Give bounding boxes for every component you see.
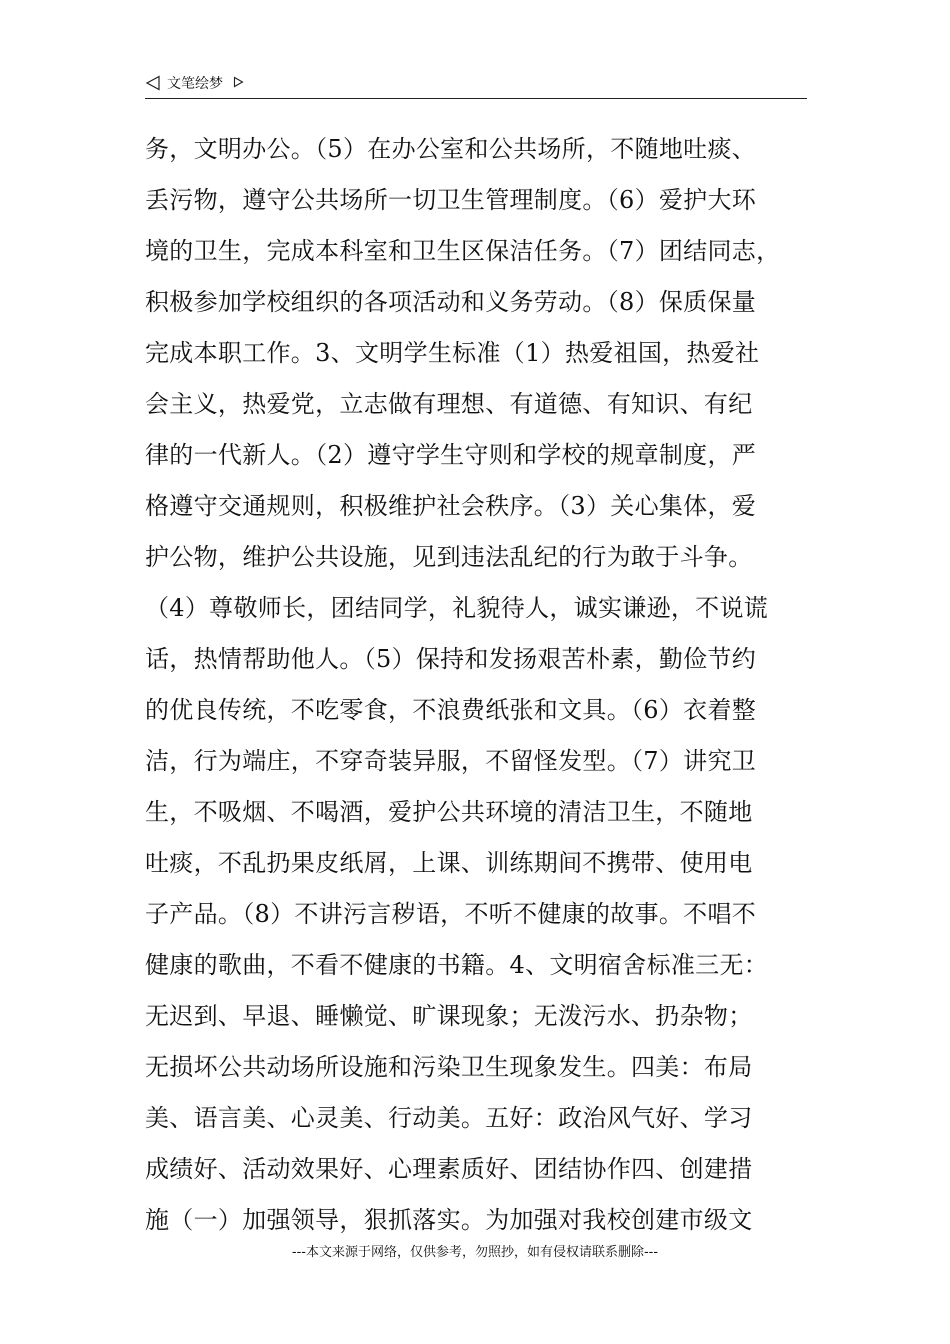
page-header <box>145 72 807 99</box>
text-line: （4）尊敬师长，团结同学，礼貌待人，诚实谦逊，不说谎 <box>145 594 769 622</box>
text-line: 洁，行为端庄，不穿奇装异服，不留怪发型。（7）讲究卫 <box>145 747 757 775</box>
text-line: 丢污物，遵守公共场所一切卫生管理制度。（6）爱护大环 <box>145 186 757 214</box>
text-line: 格遵守交通规则，积极维护社会秩序。（3）关心集体，爱 <box>145 492 757 520</box>
text-line: 成绩好、活动效果好、心理素质好、团结协作四、创建措 <box>145 1155 753 1183</box>
triangle-left-outline-icon <box>145 75 161 91</box>
text-line: 子产品。（8）不讲污言秽语，不听不健康的故事。不唱不 <box>145 900 757 928</box>
text-line: 护公物，维护公共设施，见到违法乱纪的行为敢于斗争。 <box>145 543 753 571</box>
text-line: 律的一代新人。（2）遵守学生守则和学校的规章制度，严 <box>145 441 757 469</box>
text-line: 无损坏公共动场所设施和污染卫生现象发生。四美：布局 <box>145 1053 753 1081</box>
text-line: 生，不吸烟、不喝酒，爱护公共环境的清洁卫生，不随地 <box>145 798 753 826</box>
triangle-right-outline-icon <box>233 76 244 88</box>
text-line: 健康的歌曲，不看不健康的书籍。4、文明宿舍标准三无： <box>145 951 769 979</box>
text-line: 话，热情帮助他人。（5）保持和发扬艰苦朴素，勤俭节约 <box>145 645 757 673</box>
header-title: 文笔绘梦 <box>167 76 223 92</box>
document-body <box>145 124 825 1246</box>
text-line: 施（一）加强领导，狠抓落实。为加强对我校创建市级文 <box>145 1206 753 1234</box>
text-line: 美、语言美、心灵美、行动美。五好：政治风气好、学习 <box>145 1104 753 1132</box>
text-line: 吐痰，不乱扔果皮纸屑，上课、训练期间不携带、使用电 <box>145 849 753 877</box>
text-line: 会主义，热爱党，立志做有理想、有道德、有知识、有纪 <box>145 390 753 418</box>
footer-disclaimer: ---本文来源于网络，仅供参考，勿照抄，如有侵权请联系删除--- <box>291 1245 659 1260</box>
text-line: 的优良传统，不吃零食，不浪费纸张和文具。（6）衣着整 <box>145 696 757 724</box>
text-line: 完成本职工作。3、文明学生标准（1）热爱祖国，热爱社 <box>145 339 760 367</box>
text-line: 务，文明办公。（5）在办公室和公共场所，不随地吐痰、 <box>145 135 757 163</box>
text-line: 境的卫生，完成本科室和卫生区保洁任务。（7）团结同志， <box>145 237 781 265</box>
text-line: 积极参加学校组织的各项活动和义务劳动。（8）保质保量 <box>145 288 757 316</box>
text-line: 无迟到、早退、睡懒觉、旷课现象；无泼污水、扔杂物； <box>145 1002 753 1030</box>
